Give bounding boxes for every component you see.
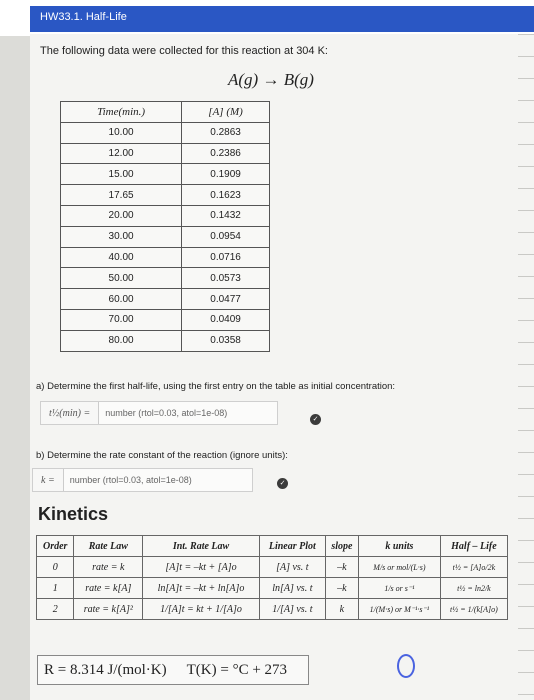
kinetics-cell: rate = k[A]² [74, 599, 143, 620]
kinetics-column-header: Half – Life [440, 536, 507, 557]
kinetics-cell: [A]t = –kt + [A]o [143, 557, 260, 578]
kinetics-cell: ln[A] vs. t [259, 578, 325, 599]
kinetics-reference-table [36, 535, 508, 620]
time-cell: 60.00 [61, 289, 182, 310]
kinetics-cell: 1/[A]t = kt + 1/[A]o [143, 599, 260, 620]
kinetics-heading: Kinetics [38, 504, 109, 524]
time-cell: 50.00 [61, 268, 182, 289]
concentration-cell: 0.0573 [182, 268, 270, 289]
kinetics-cell: t½ = 1/(k[A]o) [440, 599, 507, 620]
table-row [61, 122, 270, 143]
time-cell: 12.00 [61, 143, 182, 164]
kinetics-cell: –k [325, 557, 358, 578]
concentration-cell: 0.1909 [182, 164, 270, 185]
kinetics-column-header: Linear Plot [259, 536, 325, 557]
table-row [61, 164, 270, 185]
table-row [61, 330, 270, 351]
kinetics-cell: –k [325, 578, 358, 599]
table-row [61, 185, 270, 206]
table-row [61, 226, 270, 247]
kinetics-cell: 1/(M·s) or M⁻¹·s⁻¹ [358, 599, 440, 620]
constants-box [37, 655, 309, 685]
time-cell: 10.00 [61, 122, 182, 143]
kinetics-cell: ln[A]t = –kt + ln[A]o [143, 578, 260, 599]
table-row [61, 289, 270, 310]
half-life-label: t½(min) = [49, 407, 91, 419]
kinetics-cell: 2 [37, 599, 74, 620]
part-b-question: b) Determine the rate constant of the reaction (ignore units): [36, 450, 288, 461]
concentration-cell: 0.0716 [182, 247, 270, 268]
table-row [61, 143, 270, 164]
background-grid [518, 34, 534, 700]
kinetics-cell: t½ = [A]o/2k [440, 557, 507, 578]
help-indicator-icon[interactable]: ✓ [310, 414, 321, 425]
concentration-cell: 0.0409 [182, 309, 270, 330]
kinetics-cell: 1 [37, 578, 74, 599]
time-column-header: Time(min.) [61, 102, 182, 123]
concentration-cell: 0.0358 [182, 330, 270, 351]
problem-statement: The following data were collected for this reaction at 304 K: [40, 45, 328, 57]
rate-constant-input[interactable] [63, 469, 252, 491]
table-row [37, 557, 508, 578]
time-cell: 20.00 [61, 205, 182, 226]
table-row [61, 205, 270, 226]
kinetics-column-header: Order [37, 536, 74, 557]
kinetics-cell: M/s or mol/(L·s) [358, 557, 440, 578]
kinetics-cell: k [325, 599, 358, 620]
table-row [37, 599, 508, 620]
part-b-answer-row [32, 468, 253, 492]
kinetics-column-header: k units [358, 536, 440, 557]
concentration-column-header: [A] (M) [182, 102, 270, 123]
gas-constant-formula: R = 8.314 J/(mol·K) [44, 661, 167, 678]
kinetics-cell: [A] vs. t [259, 557, 325, 578]
kinetics-cell: 1/s or s⁻¹ [358, 578, 440, 599]
concentration-cell: 0.2863 [182, 122, 270, 143]
time-cell: 40.00 [61, 247, 182, 268]
concentration-cell: 0.0477 [182, 289, 270, 310]
kinetics-cell: t½ = ln2/k [440, 578, 507, 599]
half-life-input[interactable] [98, 402, 277, 424]
kinetics-cell: rate = k[A] [74, 578, 143, 599]
assignment-title: HW33.1. Half-Life [40, 11, 127, 23]
concentration-data-table [60, 101, 270, 352]
temperature-formula: T(K) = °C + 273 [186, 661, 288, 678]
kinetics-cell: 1/[A] vs. t [259, 599, 325, 620]
concentration-cell: 0.2386 [182, 143, 270, 164]
kinetics-cell: 0 [37, 557, 74, 578]
rate-constant-label: k = [41, 474, 55, 486]
time-cell: 70.00 [61, 309, 182, 330]
time-cell: 15.00 [61, 164, 182, 185]
time-cell: 30.00 [61, 226, 182, 247]
kinetics-column-header: Int. Rate Law [143, 536, 260, 557]
concentration-cell: 0.1623 [182, 185, 270, 206]
concentration-cell: 0.0954 [182, 226, 270, 247]
table-row [37, 578, 508, 599]
reaction-equation: A(g) → B(g) [228, 70, 314, 89]
time-cell: 17.65 [61, 185, 182, 206]
table-row [61, 247, 270, 268]
concentration-cell: 0.1432 [182, 205, 270, 226]
time-cell: 80.00 [61, 330, 182, 351]
help-indicator-icon[interactable]: ✓ [277, 478, 288, 489]
kinetics-column-header: Rate Law [74, 536, 143, 557]
assignment-header [30, 6, 534, 32]
part-a-question: a) Determine the first half-life, using the first entry on the table as initial concentration: [36, 381, 396, 392]
handwritten-circle-mark [397, 654, 415, 678]
table-row [61, 309, 270, 330]
table-row [61, 268, 270, 289]
kinetics-column-header: slope [325, 536, 358, 557]
kinetics-cell: rate = k [74, 557, 143, 578]
part-a-answer-row [40, 401, 278, 425]
